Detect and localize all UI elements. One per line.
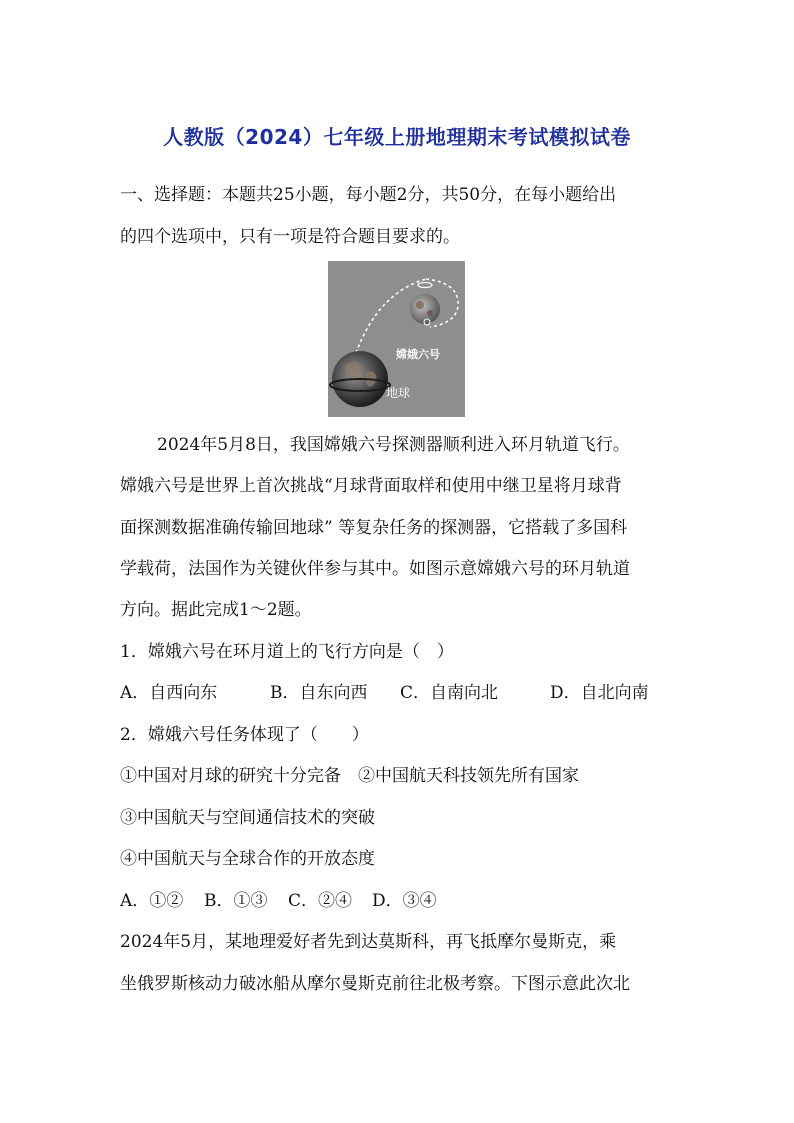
- q1-option-a: A．自西向东: [120, 683, 218, 703]
- question-1-options: [120, 681, 649, 705]
- section-instruction-line-2: 的四个选项中，只有一项是符合题目要求的。: [120, 227, 460, 247]
- q1-option-c: C．自南向北: [400, 683, 499, 703]
- q1-option-d: D．自北向南: [550, 683, 649, 703]
- passage1-line-5: 方向。据此完成1～2题。: [120, 600, 312, 620]
- passage1-line-3: 面探测数据准确传输回地球” 等复杂任务的探测器，它搭载了多国科: [120, 518, 628, 538]
- q2-option-d: D．③④: [372, 891, 437, 911]
- orbit-diagram: [328, 261, 465, 417]
- q1-option-b: B．自东向西: [270, 683, 368, 703]
- q2-option-c: C．②④: [288, 891, 353, 911]
- passage1-line-2: 嫦娥六号是世界上首次挑战“月球背面取样和使用中继卫星将月球背: [120, 476, 622, 496]
- question-2-item-line-1: ①中国对月球的研究十分完备 ②中国航天科技领先所有国家: [120, 766, 579, 786]
- question-2-options: [120, 889, 437, 913]
- page-title: 人教版（2024）七年级上册地理期末考试模拟试卷: [163, 125, 631, 149]
- passage2-line-2: 坐俄罗斯核动力破冰船从摩尔曼斯克前往北极考察。下图示意此次北: [120, 974, 630, 994]
- earth-label: 地球: [386, 386, 411, 400]
- passage1-line-4: 学载荷，法国作为关键伙伴参与其中。如图示意嫦娥六号的环月轨道: [120, 559, 630, 579]
- passage1-line-1: 2024年5月8日，我国嫦娥六号探测器顺利进入环月轨道飞行。: [157, 435, 630, 455]
- moon-label: 嫦娥六号: [396, 348, 440, 361]
- question-1-stem: 1．嫦娥六号在环月道上的飞行方向是（ ）: [120, 642, 454, 662]
- question-2-item-line-2: ③中国航天与空间通信技术的突破: [120, 808, 375, 828]
- section-instruction-line-1: 一、选择题：本题共25小题，每小题2分，共50分，在每小题给出: [120, 185, 617, 205]
- passage2-line-1: 2024年5月，某地理爱好者先到达莫斯科，再飞抵摩尔曼斯克，乘: [120, 932, 617, 952]
- q2-option-b: B．①③: [204, 891, 268, 911]
- question-2-item-line-3: ④中国航天与全球合作的开放态度: [120, 849, 375, 869]
- question-2-stem: 2．嫦娥六号任务体现了（ ）: [120, 725, 369, 745]
- q2-option-a: A．①②: [120, 891, 184, 911]
- orbit-figure: [328, 261, 465, 417]
